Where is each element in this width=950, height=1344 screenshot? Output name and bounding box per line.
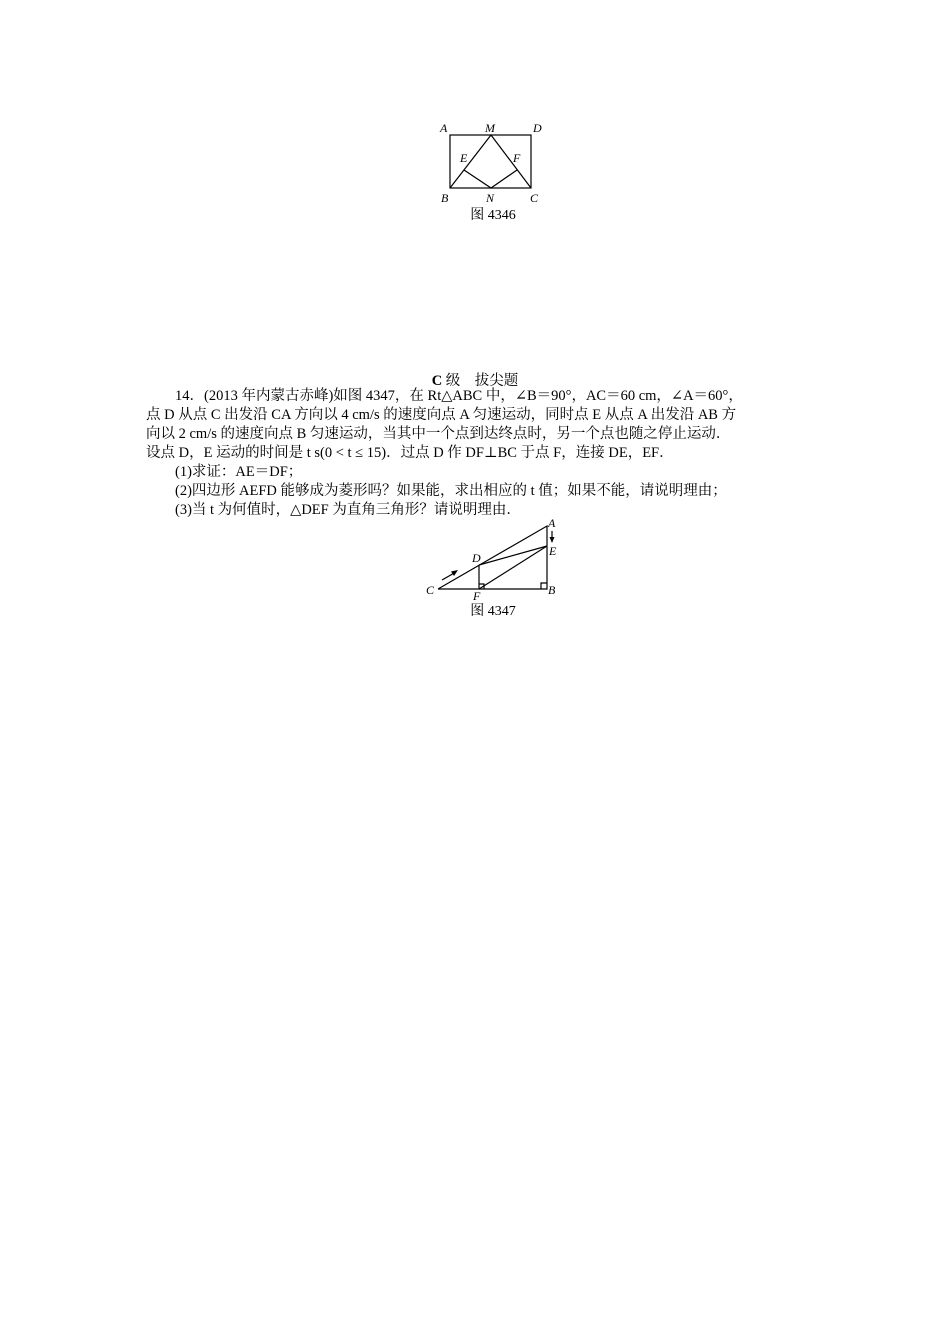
label-A: A xyxy=(548,516,556,530)
label-C: C xyxy=(426,583,435,597)
label-A: A xyxy=(440,121,448,135)
problem-line-3: 向以 2 cm/s 的速度向点 B 匀速运动，当其中一个点到达终点时，另一个点也随之停止运动． xyxy=(146,426,731,442)
label-D: D xyxy=(533,121,542,135)
question-3: (3)当 t 为何值时，△DEF 为直角三角形？请说明理由． xyxy=(175,502,521,518)
label-F: F xyxy=(473,589,481,602)
arrow-icon xyxy=(442,531,555,580)
label-N: N xyxy=(486,191,495,205)
problem-line-4: 设点 D，E 运动的时间是 t s(0 < t ≤ 15)．过点 D 作 DF⊥BC 于点 F，连接 DE，EF． xyxy=(146,445,674,461)
label-E: E xyxy=(549,544,557,558)
figure-4347-caption: 图 4347 xyxy=(470,604,516,619)
label-F: F xyxy=(513,151,521,165)
label-D: D xyxy=(472,551,481,565)
label-E: E xyxy=(460,151,468,165)
triangle-diagram xyxy=(420,514,565,602)
label-B: B xyxy=(441,191,449,205)
rectangle-diagram xyxy=(436,118,548,208)
question-1: (1)求证：AE＝DF； xyxy=(175,464,303,480)
question-2: (2)四边形 AEFD 能够成为菱形吗？如果能，求出相应的 t 值；如果不能，请说明理由； xyxy=(175,483,727,499)
problem-14 xyxy=(146,387,810,520)
section-title: 级 拔尖题 xyxy=(442,373,519,389)
problem-line-2: 点 D 从点 C 出发沿 CA 方向以 4 cm/s 的速度向点 A 匀速运动，同时点 E 从点 A 出发沿 AB 方 xyxy=(146,407,737,423)
label-B: B xyxy=(548,583,556,597)
figure-4346-caption: 图 4346 xyxy=(470,208,516,223)
problem-line-1: 14．(2013 年内蒙古赤峰)如图 4347，在 Rt△ABC 中，∠B＝90°，AC＝60 cm，∠A＝60°， xyxy=(175,388,743,404)
label-M: M xyxy=(485,121,495,135)
figure-4346 xyxy=(436,118,548,208)
label-C: C xyxy=(530,191,539,205)
section-level: C xyxy=(431,373,443,389)
figure-4347 xyxy=(420,514,565,602)
